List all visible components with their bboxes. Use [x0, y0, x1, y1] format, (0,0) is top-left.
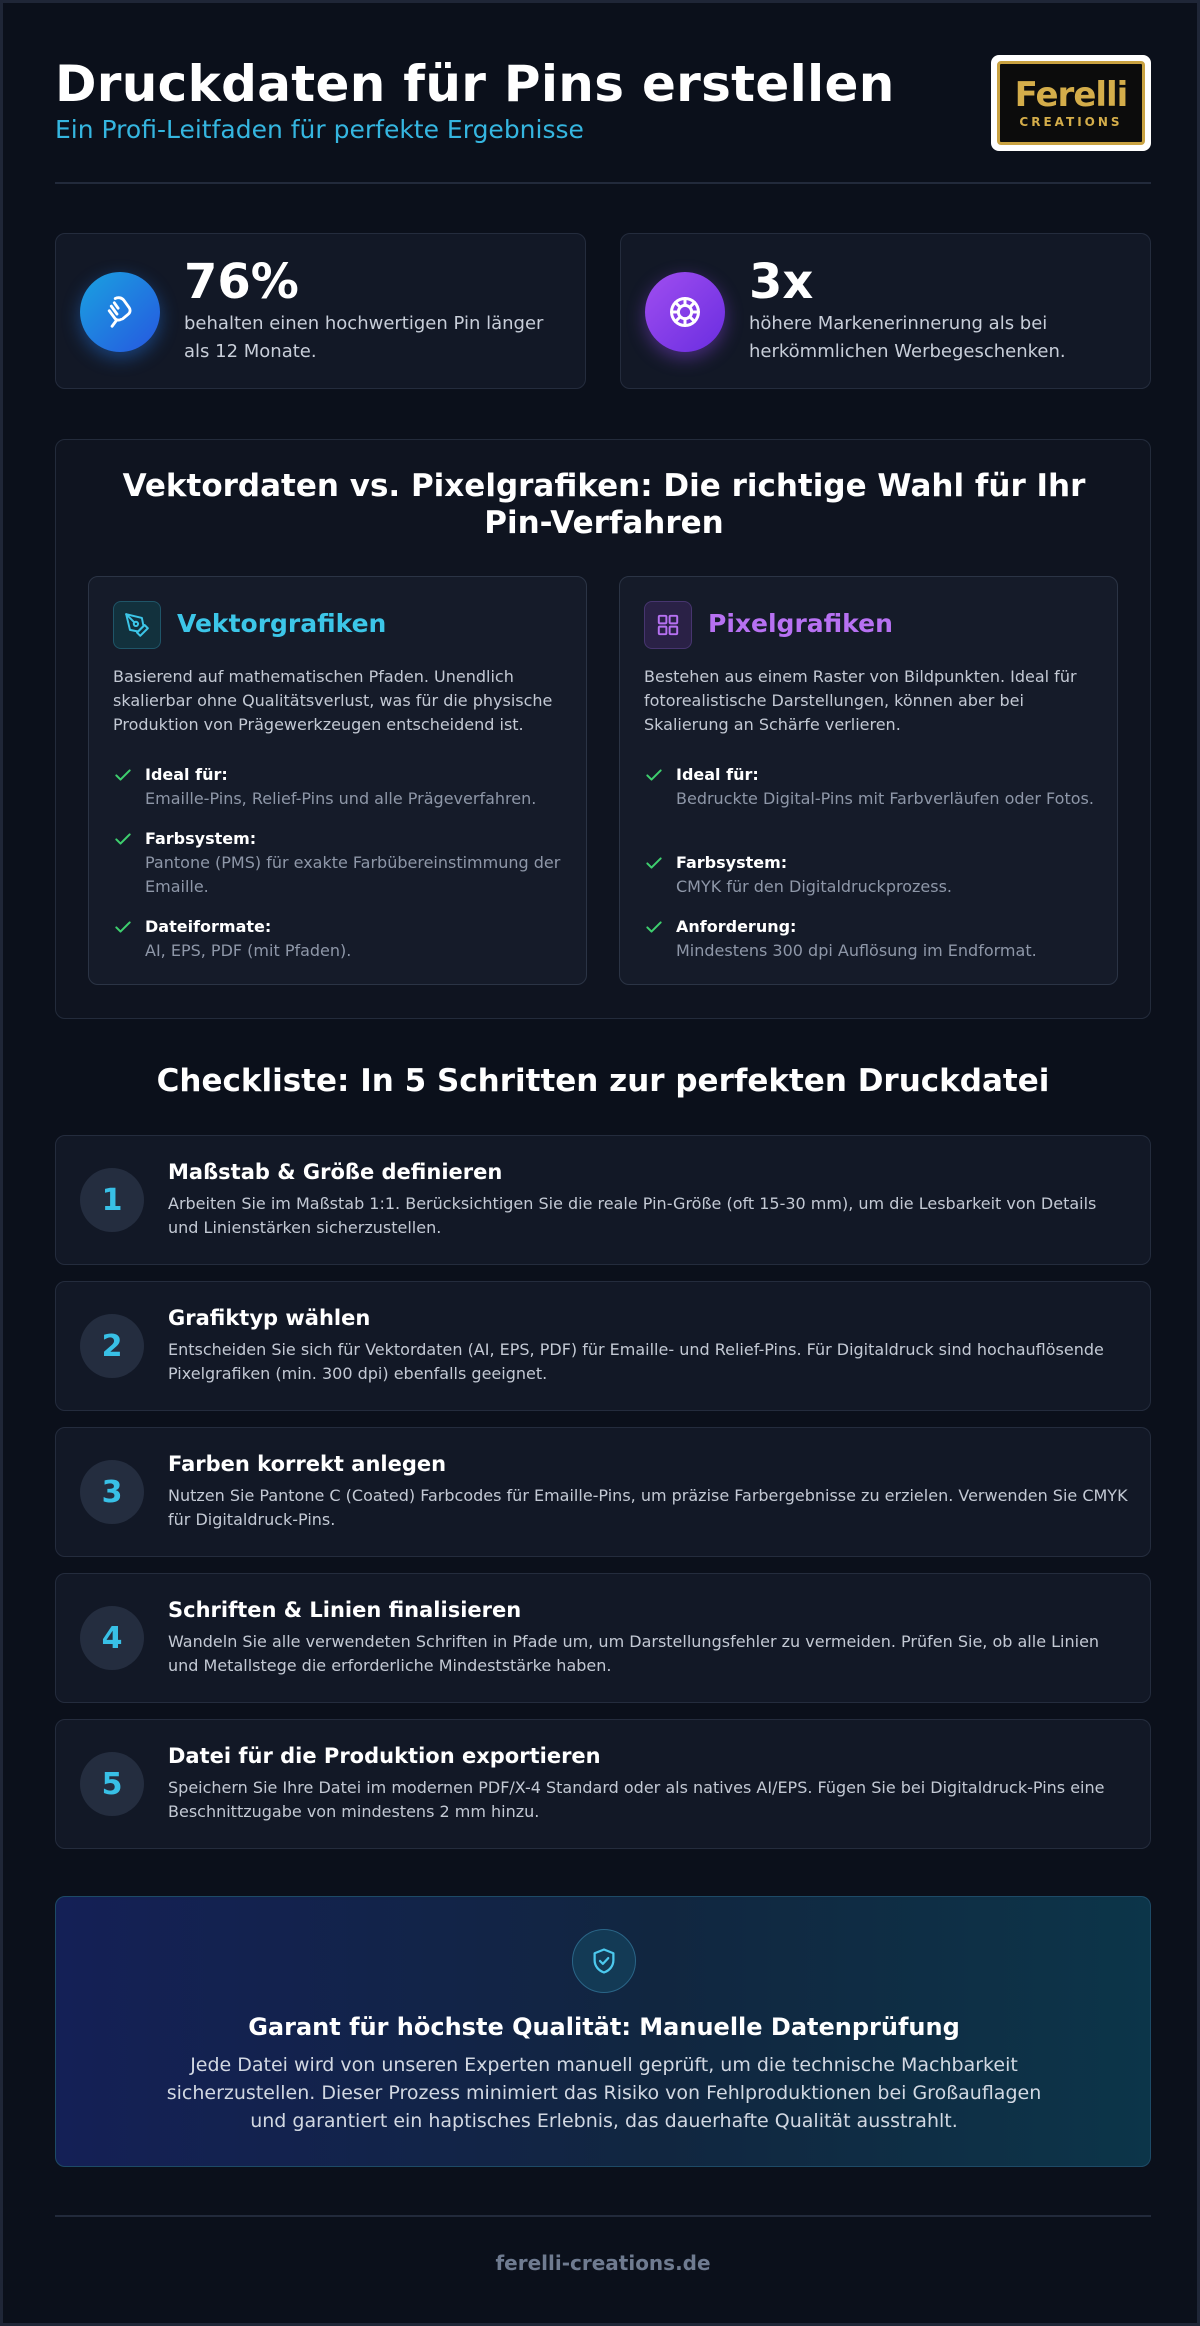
feature-value: Bedruckte Digital-Pins mit Farbverläufen oder Fotos. — [676, 789, 1094, 808]
feature-label: Anforderung: — [676, 917, 797, 936]
stat-text: höhere Markenerinnerung als bei herkömmlichen Werbegeschenken. — [749, 313, 1066, 362]
feature-value: CMYK für den Digitaldruckprozess. — [676, 877, 952, 896]
pixel-feature — [644, 851, 1099, 899]
feature-value: Emaille-Pins, Relief-Pins und alle Prägeverfahren. — [145, 789, 537, 808]
vector-description: Basierend auf mathematischen Pfaden. Unendlich skalierbar ohne Qualitätsverlust, was für die physische Produktion von Prägewerkzeugen entscheidend ist. — [113, 667, 553, 734]
stat-card-recall — [620, 233, 1151, 389]
quality-text: Jede Datei wird von unseren Experten manuell geprüft, um die technische Machbarkeit sicherzustellen. Dieser Prozess minimiert das Risiko von Fehlproduktionen bei Großauflagen und garantiert ein haptisches Erlebnis, das dauerhafte Qualität ausstrahlt. — [166, 2054, 1042, 2132]
pixel-card — [619, 576, 1118, 985]
quality-banner — [55, 1896, 1151, 2167]
checklist-step — [55, 1281, 1151, 1411]
logo-badge — [997, 61, 1145, 145]
checklist-step — [55, 1573, 1151, 1703]
badge-ring-icon — [645, 272, 725, 352]
footer-url[interactable]: ferelli-creations.de — [495, 2251, 711, 2275]
step-title: Datei für die Produktion exportieren — [168, 1744, 601, 1768]
step-number: 2 — [80, 1314, 144, 1378]
page-title: Druckdaten für Pins erstellen — [55, 55, 895, 113]
brand-logo — [991, 55, 1151, 151]
vector-feature — [113, 763, 568, 811]
feature-label: Farbsystem: — [145, 829, 257, 848]
step-text: Arbeiten Sie im Maßstab 1:1. Berücksichtigen Sie die reale Pin-Größe (oft 15-30 mm), um die Lesbarkeit von Details und Linienstärken sicherzustellen. — [168, 1194, 1097, 1237]
stat-card-retention — [55, 233, 586, 389]
step-text: Speichern Sie Ihre Datei im modernen PDF/X-4 Standard oder als natives AI/EPS. Fügen Sie bei Digitaldruck-Pins eine Beschnittzugabe von mindestens 2 mm hinzu. — [168, 1778, 1105, 1821]
hand-pin-icon — [80, 272, 160, 352]
feature-label: Ideal für: — [145, 765, 228, 784]
step-number: 5 — [80, 1752, 144, 1816]
check-icon — [644, 917, 664, 937]
step-text: Nutzen Sie Pantone C (Coated) Farbcodes für Emaille-Pins, um präzise Farbergebnisse zu erzielen. Verwenden Sie CMYK für Digitaldruck-Pins. — [168, 1486, 1128, 1529]
feature-label: Farbsystem: — [676, 853, 788, 872]
footer-divider — [55, 2215, 1151, 2217]
grid-icon — [644, 601, 692, 649]
step-text: Wandeln Sie alle verwendeten Schriften in Pfade um, um Darstellungsfehler zu vermeiden. Prüfen Sie, ob alle Linien und Metallstege die erforderliche Mindeststärke haben. — [168, 1632, 1100, 1675]
page-subtitle: Ein Profi-Leitfaden für perfekte Ergebnisse — [55, 115, 584, 144]
divider — [55, 182, 1151, 184]
check-icon — [644, 765, 664, 785]
feature-value: AI, EPS, PDF (mit Pfaden). — [145, 941, 352, 960]
stat-text: behalten einen hochwertigen Pin länger als 12 Monate. — [184, 313, 544, 362]
vector-card — [88, 576, 587, 985]
check-icon — [113, 917, 133, 937]
checklist-step — [55, 1719, 1151, 1849]
logo-subline: CREATIONS — [1019, 115, 1123, 129]
vector-feature — [113, 827, 568, 899]
check-icon — [644, 853, 664, 873]
feature-value: Pantone (PMS) für exakte Farbübereinstimmung der Emaille. — [145, 853, 561, 896]
step-number: 1 — [80, 1168, 144, 1232]
check-icon — [113, 829, 133, 849]
step-title: Schriften & Linien finalisieren — [168, 1598, 522, 1622]
pixel-feature — [644, 763, 1099, 811]
quality-title: Garant für höchste Qualität: Manuelle Datenprüfung — [248, 2013, 960, 2041]
feature-value: Mindestens 300 dpi Auflösung im Endformat. — [676, 941, 1037, 960]
pixel-feature — [644, 915, 1099, 963]
feature-label: Dateiformate: — [145, 917, 272, 936]
checklist-step — [55, 1427, 1151, 1557]
shield-check-icon — [572, 1929, 636, 1993]
step-text: Entscheiden Sie sich für Vektordaten (AI, EPS, PDF) für Emaille- und Relief-Pins. Für Digitaldruck sind hochauflösende Pixelgrafiken (min. 300 dpi) ebenfalls geeignet. — [168, 1340, 1104, 1383]
vector-title: Vektorgrafiken — [177, 609, 387, 638]
pixel-title: Pixelgrafiken — [708, 609, 893, 638]
feature-label: Ideal für: — [676, 765, 759, 784]
step-title: Maßstab & Größe definieren — [168, 1160, 503, 1184]
step-title: Grafiktyp wählen — [168, 1306, 371, 1330]
check-icon — [113, 765, 133, 785]
pixel-description: Bestehen aus einem Raster von Bildpunkten. Ideal für fotorealistische Darstellungen, können aber bei Skalierung an Schärfe verlieren. — [644, 667, 1077, 734]
stat-value: 76% — [184, 254, 299, 310]
step-title: Farben korrekt anlegen — [168, 1452, 447, 1476]
header — [55, 55, 1151, 151]
checklist-step — [55, 1135, 1151, 1265]
checklist-title: Checkliste: In 5 Schritten zur perfekten Druckdatei — [156, 1063, 1050, 1099]
step-number: 4 — [80, 1606, 144, 1670]
vector-feature — [113, 915, 568, 963]
step-number: 3 — [80, 1460, 144, 1524]
stat-value: 3x — [749, 254, 814, 310]
logo-wordmark: Ferelli — [1014, 75, 1128, 115]
pen-tool-icon — [113, 601, 161, 649]
comparison-title: Vektordaten vs. Pixelgrafiken: Die richtige Wahl für Ihr Pin-Verfahren — [122, 468, 1086, 541]
comparison-section — [55, 439, 1151, 1019]
